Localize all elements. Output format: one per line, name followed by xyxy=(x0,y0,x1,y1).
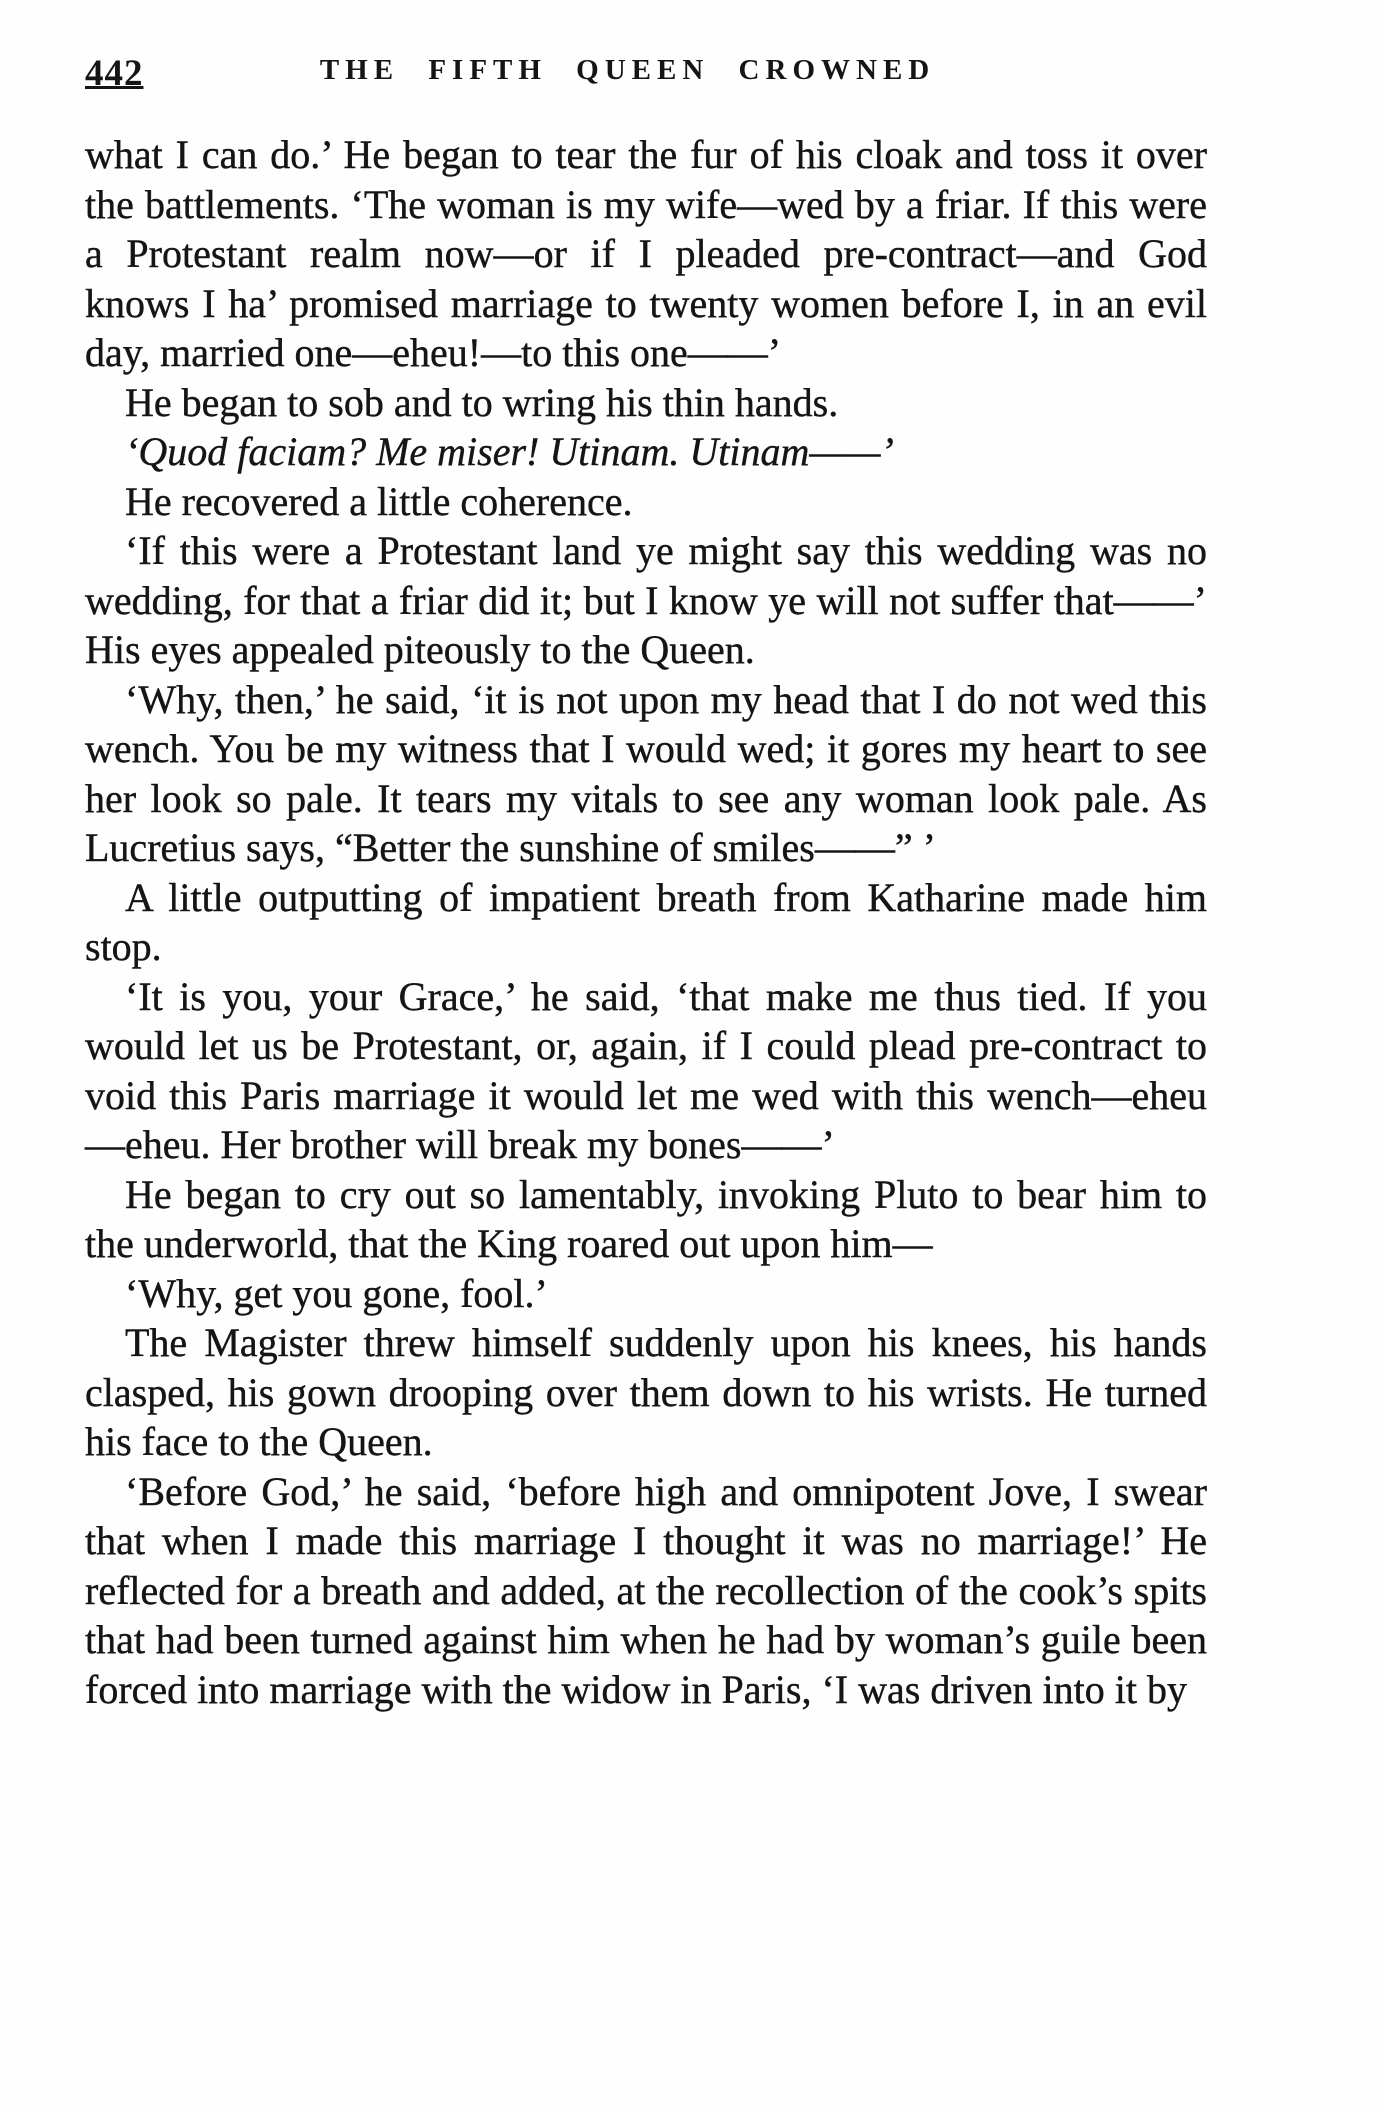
paragraph: ‘It is you, your Grace,’ he said, ‘that make me thus tied. If you would let us be Protestant, or, again, if I could plead pre-contract to void this Paris marriage it would let me wed with this wench—eheu—eheu. Her brother will break my bones——’ xyxy=(85,973,1207,1167)
paragraph: A little outputting of impatient breath from Katharine made him stop. xyxy=(85,874,1207,969)
paragraph: ‘Before God,’ he said, ‘before high and omnipotent Jove, I swear that when I made this marriage I thought it was no marriage!’ He reflected for a breath and added, at the recollection of the cook’s spits that had been turned against him when he had by woman’s guile been forced into marriage with the widow in Paris, ‘I was driven into it by xyxy=(85,1468,1207,1712)
paragraph: ‘Why, then,’ he said, ‘it is not upon my head that I do not wed this wench. You be my witness that I would wed; it gores my heart to see her look so pale. It tears my vitals to see any woman look pale. As Lucretius says, “Better the sunshine of smiles——” ’ xyxy=(85,676,1207,870)
paragraph: The Magister threw himself suddenly upon his knees, his hands clasped, his gown drooping over them down to his wrists. He turned his face to the Queen. xyxy=(85,1320,1207,1464)
paragraph: ‘Why, get you gone, fool.’ xyxy=(125,1270,548,1316)
page-body xyxy=(85,130,1207,1714)
paragraph: what I can do.’ He began to tear the fur of his cloak and toss it over the battlements. ‘The woman is my wife—wed by a friar. If this were a Protestant realm now—or if I pleaded pre-contract—and God knows I ha’ promised marriage to twenty women before I, in an evil day, married one—eheu!—to this one——’ xyxy=(85,132,1207,375)
page-number: 442 xyxy=(85,53,144,94)
paragraph: He began to sob and to wring his thin hands. xyxy=(125,379,839,425)
running-title: THE FIFTH QUEEN CROWNED xyxy=(319,54,936,86)
paragraph: ‘If this were a Protestant land ye might say this wedding was no wedding, for that a friar did it; but I know ye will not suffer that——’ His eyes appealed piteously to the Queen. xyxy=(85,528,1207,672)
page-content xyxy=(85,48,1207,1714)
paragraph: ‘Quod faciam? Me miser! Utinam. Utinam——’ xyxy=(125,429,894,474)
paragraph: He recovered a little coherence. xyxy=(125,478,633,524)
page-header xyxy=(85,48,1207,94)
paragraph: He began to cry out so lamentably, invoking Pluto to bear him to the underworld, that the King roared out upon him— xyxy=(85,1171,1207,1266)
